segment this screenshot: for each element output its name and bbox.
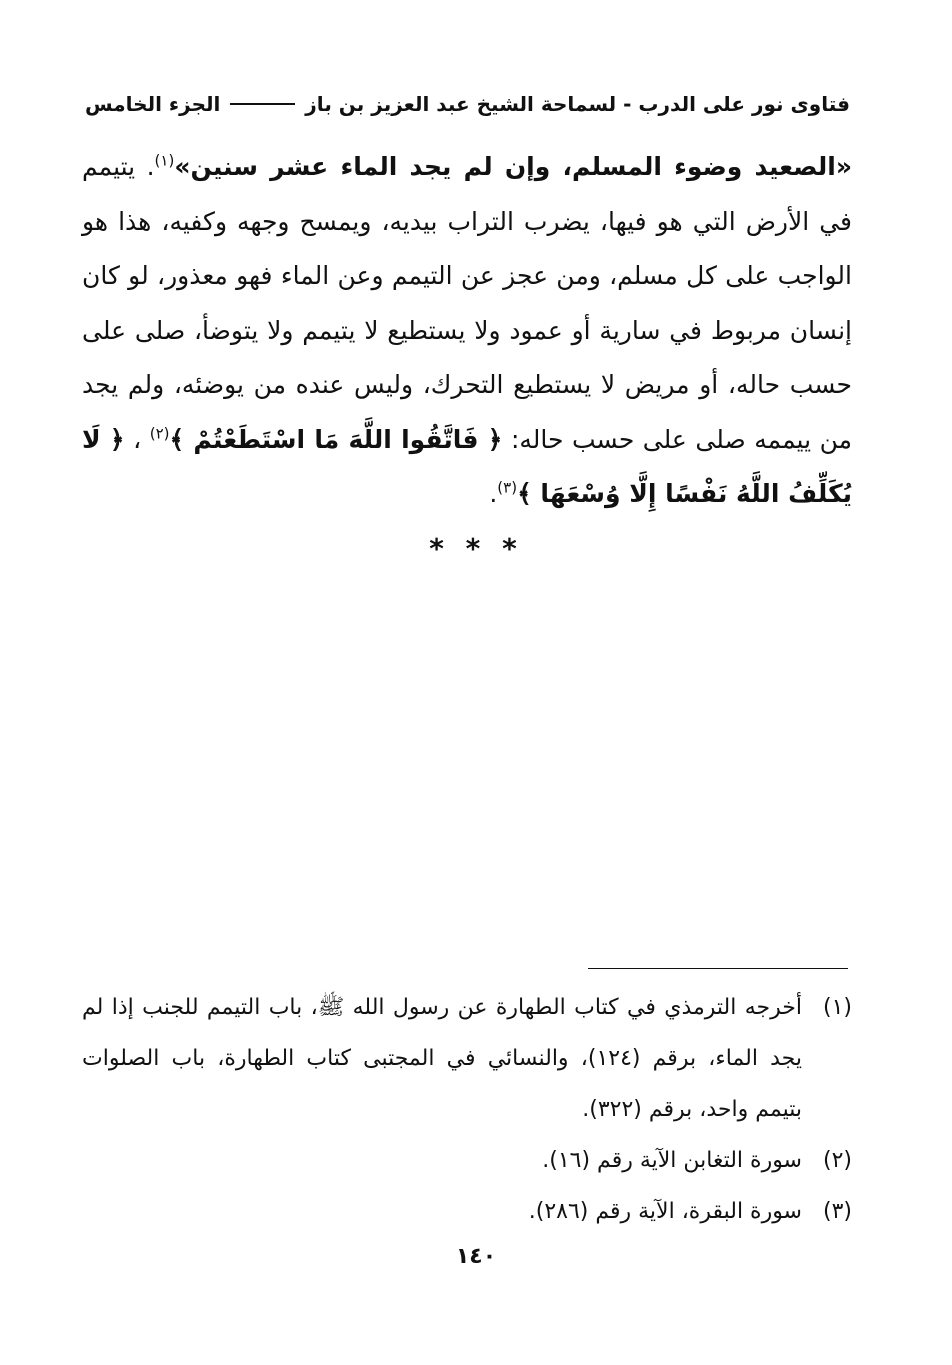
footnote-item xyxy=(82,1135,852,1186)
header-volume: الجزء الخامس xyxy=(85,92,221,116)
footnote-text: سورة البقرة، الآية رقم (٢٨٦). xyxy=(528,1199,802,1224)
header-title: فتاوى نور على الدرب - لسماحة الشيخ عبد العزيز بن باز xyxy=(305,92,850,116)
section-separator: * * * xyxy=(429,532,523,565)
footnote-text: أخرجه الترمذي في كتاب الطهارة عن رسول الله ﷺ، باب التيمم للجنب إذا لم يجد الماء، برقم (١٢٤)، والنسائي في المجتبى كتاب الطهارة، باب الصلوات بتيمم واحد، برقم (٣٢٢). xyxy=(82,995,802,1122)
main-text xyxy=(82,140,852,522)
footnote-item xyxy=(82,982,852,1135)
quran-verse-2: ﴿ لَا يُكَلِّفُ اللَّهُ نَفْسًا إِلَّا وُسْعَهَا ﴾ xyxy=(82,424,852,508)
footnote-rule xyxy=(588,968,848,969)
running-header xyxy=(85,84,850,124)
footnote-ref-3: (٣) xyxy=(497,478,518,497)
footnote-number: (١) xyxy=(822,995,852,1020)
hadith-quote: «الصعيد وضوء المسلم، وإن لم يجد الماء عشر سنين» xyxy=(174,152,853,181)
quran-verse-1: ﴿ فَاتَّقُوا اللَّهَ مَا اسْتَطَعْتُمْ ﴾ xyxy=(169,424,503,454)
footnotes xyxy=(82,982,852,1237)
footnote-ref-2: (٢) xyxy=(149,424,170,443)
verse-separator: ، xyxy=(133,424,142,454)
main-paragraph xyxy=(82,140,852,522)
paragraph-text: . يتيمم في الأرض التي هو فيها، يضرب التراب بيديه، ويمسح وجهه وكفيه، هذا هو الواجب على كل مسلم، ومن عجز عن التيمم وعن الماء فهو معذور، لو كان إنسان مربوط في سارية أو عمود ولا يستطيع لا يتيمم ولا يتوضأ، صلى على حسب حاله، أو مريض لا يستطيع التحرك، وليس عنده من يوضئه، ولم يجد من ييممه صلى على حسب حاله: xyxy=(82,152,852,454)
footnote-item xyxy=(82,1186,852,1237)
footnote-number: (٢) xyxy=(822,1148,852,1173)
page-number: ١٤٠ xyxy=(455,1244,497,1269)
footnote-text: سورة التغابن الآية رقم (١٦). xyxy=(542,1148,802,1173)
footnote-number: (٣) xyxy=(822,1199,852,1224)
paragraph-end: . xyxy=(489,479,498,508)
footnote-ref-1: (١) xyxy=(154,151,175,170)
header-rule xyxy=(230,103,295,105)
